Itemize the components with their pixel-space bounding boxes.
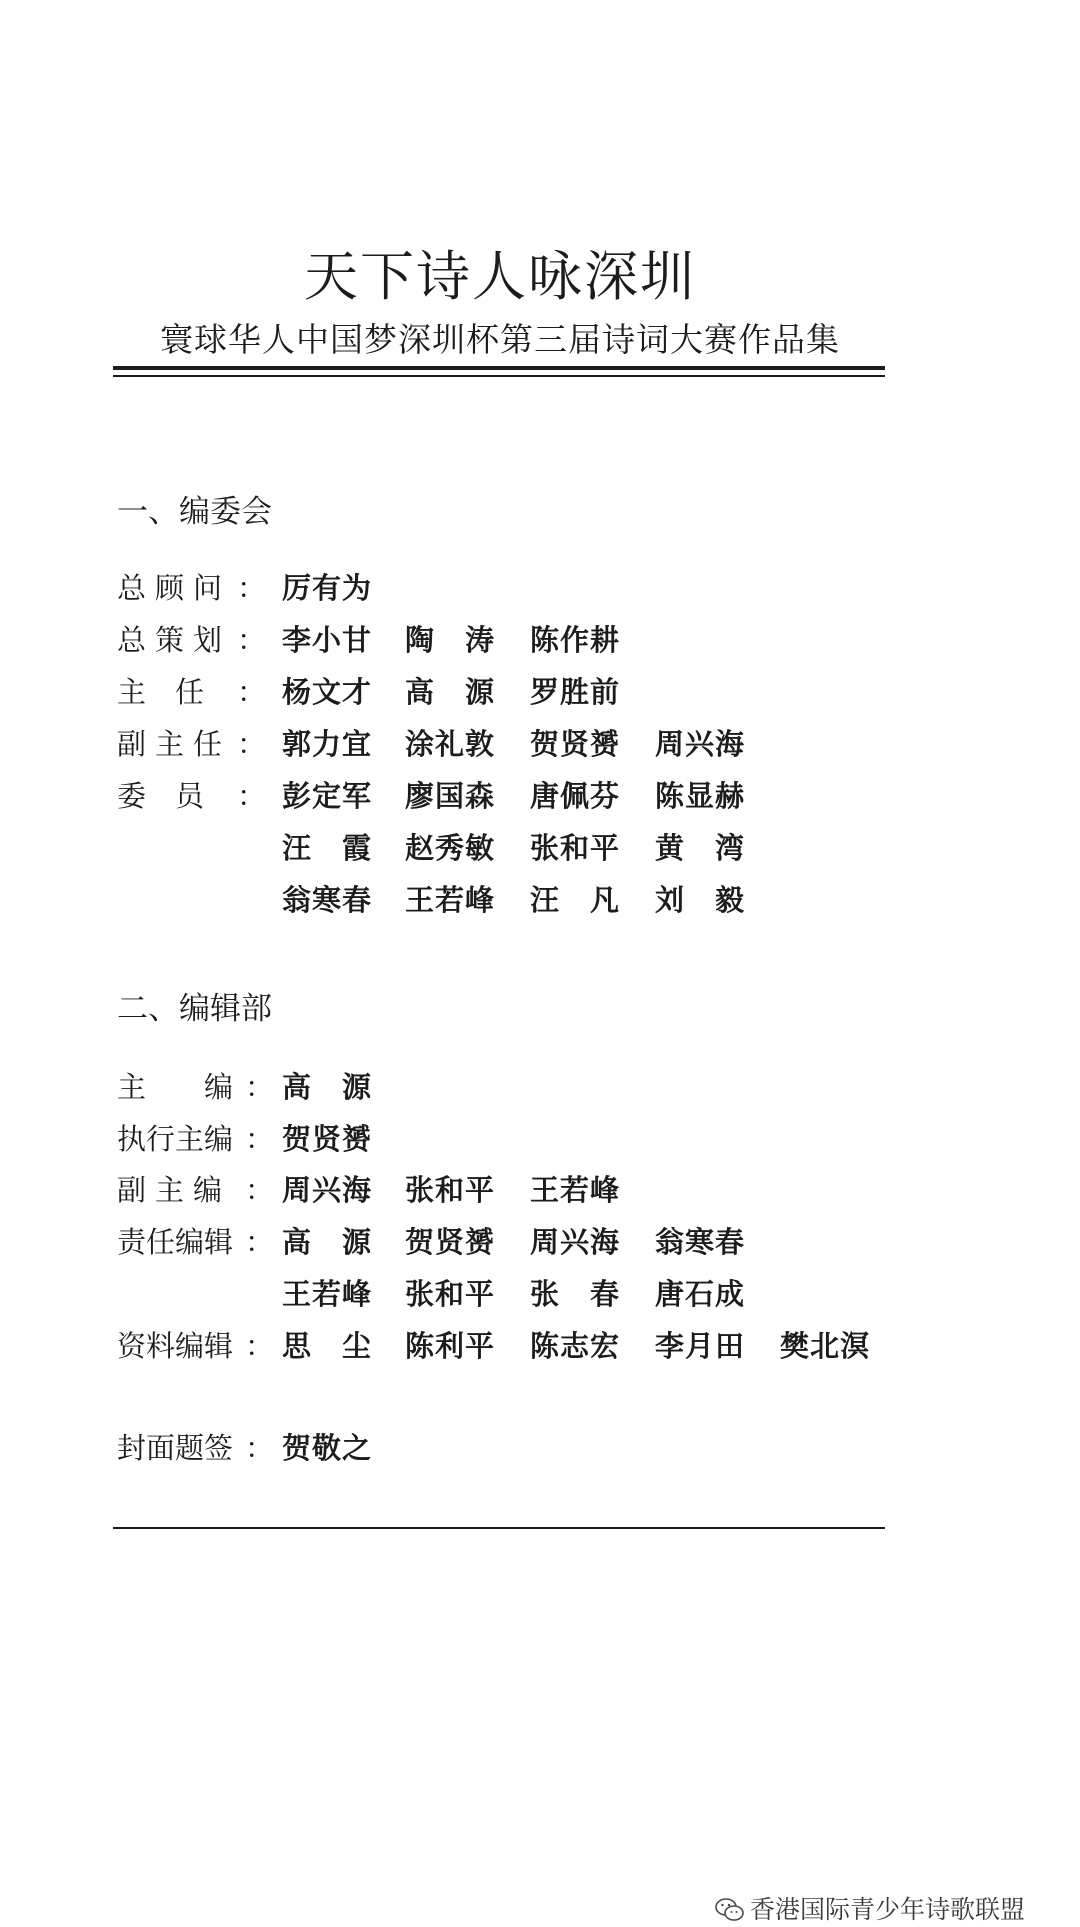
wechat-icon bbox=[715, 1897, 745, 1923]
credit-name: 李月田 bbox=[655, 1329, 746, 1363]
credit-name: 廖国森 bbox=[405, 779, 496, 813]
credit-role-label: 总策划 bbox=[117, 623, 232, 657]
credit-name: 陶 涛 bbox=[405, 623, 496, 657]
credit-name: 张 春 bbox=[530, 1277, 621, 1311]
credit-name: 周兴海 bbox=[655, 727, 746, 761]
credit-name: 李小甘 bbox=[282, 623, 373, 657]
credit-name: 唐石成 bbox=[655, 1277, 746, 1311]
credit-name: 王若峰 bbox=[282, 1277, 373, 1311]
credit-name: 杨文才 bbox=[282, 675, 373, 709]
credit-name: 郭力宜 bbox=[282, 727, 373, 761]
credit-name: 彭定军 bbox=[282, 779, 373, 813]
credit-name: 思 尘 bbox=[282, 1329, 373, 1363]
credit-role-label: 封面题签 bbox=[117, 1431, 234, 1465]
credit-name: 罗胜前 bbox=[530, 675, 621, 709]
watermark-text: 香港国际青少年诗歌联盟 bbox=[750, 1895, 1026, 1924]
credit-name: 贺贤赟 bbox=[405, 1225, 496, 1259]
page-subtitle: 寰球华人中国梦深圳杯第三届诗词大赛作品集 bbox=[160, 320, 840, 359]
colon: ： bbox=[245, 1225, 275, 1259]
page-title: 天下诗人咏深圳 bbox=[304, 245, 696, 308]
credit-name: 周兴海 bbox=[530, 1225, 621, 1259]
credit-name: 贺敬之 bbox=[282, 1431, 373, 1465]
credit-role-label: 总顾问 bbox=[117, 571, 232, 605]
section-heading-editorial-department: 二、编辑部 bbox=[117, 991, 272, 1027]
colon: ： bbox=[237, 571, 267, 605]
credit-name: 翁寒春 bbox=[282, 883, 373, 917]
credit-name: 陈利平 bbox=[405, 1329, 496, 1363]
colon: ： bbox=[237, 727, 267, 761]
credit-name: 陈志宏 bbox=[530, 1329, 621, 1363]
colon: ： bbox=[245, 1070, 275, 1104]
credit-role-label: 责任编辑 bbox=[117, 1225, 234, 1259]
credit-name: 王若峰 bbox=[530, 1173, 621, 1207]
header-rule-thin bbox=[113, 375, 885, 377]
credit-name: 张和平 bbox=[530, 831, 621, 865]
credit-name: 高 源 bbox=[282, 1225, 373, 1259]
credit-name: 樊北溟 bbox=[780, 1329, 871, 1363]
credit-name: 贺贤赟 bbox=[530, 727, 621, 761]
credit-role-label: 主 编 bbox=[117, 1070, 234, 1104]
credit-name: 陈作耕 bbox=[530, 623, 621, 657]
credit-name: 汪 凡 bbox=[530, 883, 621, 917]
credit-name: 涂礼敦 bbox=[405, 727, 496, 761]
credit-name: 厉有为 bbox=[282, 571, 373, 605]
credit-role-label: 副主任 bbox=[117, 727, 232, 761]
section-heading-editorial-board: 一、编委会 bbox=[117, 494, 272, 530]
colon: ： bbox=[245, 1329, 275, 1363]
credit-name: 刘 毅 bbox=[655, 883, 746, 917]
colon: ： bbox=[237, 623, 267, 657]
credit-name: 王若峰 bbox=[405, 883, 496, 917]
credit-name: 汪 霞 bbox=[282, 831, 373, 865]
header-rule-thick bbox=[113, 366, 885, 370]
credit-name: 黄 湾 bbox=[655, 831, 746, 865]
footer-rule bbox=[113, 1527, 885, 1529]
credit-role-label: 执行主编 bbox=[117, 1122, 234, 1156]
colon: ： bbox=[237, 779, 267, 813]
credit-role-label: 资料编辑 bbox=[117, 1329, 234, 1363]
colon: ： bbox=[237, 675, 267, 709]
credit-name: 贺贤赟 bbox=[282, 1122, 373, 1156]
colon: ： bbox=[245, 1431, 275, 1465]
credit-name: 陈显赫 bbox=[655, 779, 746, 813]
credit-role-label: 副主编 bbox=[117, 1173, 232, 1207]
credit-name: 张和平 bbox=[405, 1277, 496, 1311]
credit-role-label: 主 任 bbox=[117, 675, 205, 709]
credit-name: 高 源 bbox=[282, 1070, 373, 1104]
credit-name: 高 源 bbox=[405, 675, 496, 709]
credit-name: 唐佩芬 bbox=[530, 779, 621, 813]
colon: ： bbox=[245, 1122, 275, 1156]
credit-name: 赵秀敏 bbox=[405, 831, 496, 865]
colon: ： bbox=[245, 1173, 275, 1207]
credit-name: 周兴海 bbox=[282, 1173, 373, 1207]
credit-role-label: 委 员 bbox=[117, 779, 205, 813]
credit-name: 张和平 bbox=[405, 1173, 496, 1207]
credit-name: 翁寒春 bbox=[655, 1225, 746, 1259]
